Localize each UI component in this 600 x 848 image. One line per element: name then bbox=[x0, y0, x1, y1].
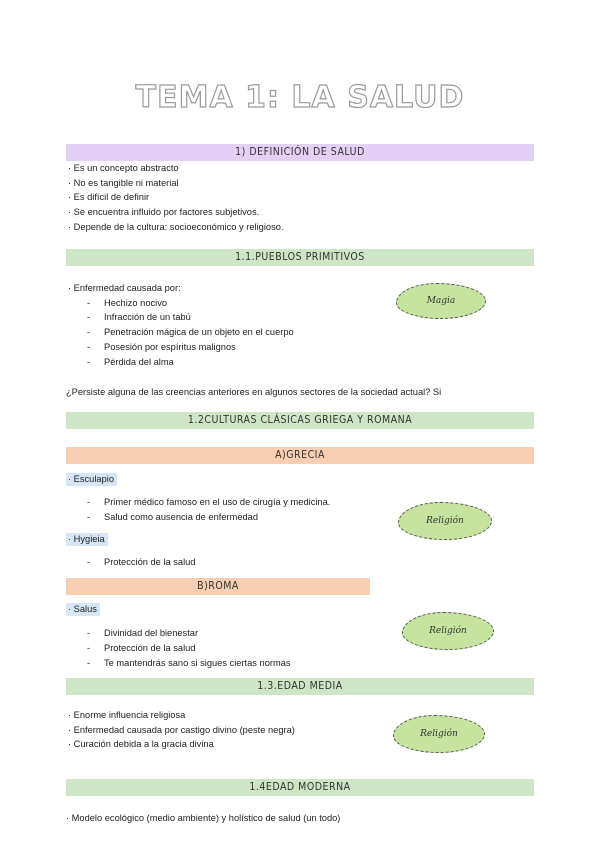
list-item: Pérdida del alma bbox=[104, 357, 174, 367]
list-item: · No es tangible ni material bbox=[68, 178, 179, 188]
highlight-salus: · Salus bbox=[66, 603, 100, 616]
list-item: · Curación debida a la gracia divina bbox=[68, 739, 214, 749]
list-item: Primer médico famoso en el uso de cirugía y medicina. bbox=[104, 497, 331, 507]
dash-bullet: - bbox=[87, 643, 91, 653]
list-item: Penetración mágica de un objeto en el cuerpo bbox=[104, 327, 294, 337]
tag-religion-grecia: Religión bbox=[398, 502, 492, 540]
list-item: · Depende de la cultura: socioeconómico y religioso. bbox=[68, 222, 284, 232]
dash-bullet: - bbox=[87, 327, 91, 337]
tag-religion-media: Religión bbox=[393, 715, 485, 753]
section-header-pueblos-primitivos: 1.1.PUEBLOS PRIMITIVOS bbox=[66, 249, 534, 266]
dash-bullet: - bbox=[87, 357, 91, 367]
dash-bullet: - bbox=[87, 512, 91, 522]
list-intro: · Enfermedad causada por: bbox=[68, 283, 181, 293]
list-item: Divinidad del bienestar bbox=[104, 628, 199, 638]
dash-bullet: - bbox=[87, 312, 91, 322]
page-title: TEMA 1: LA SALUD bbox=[135, 80, 465, 115]
dash-bullet: - bbox=[87, 342, 91, 352]
dash-bullet: - bbox=[87, 497, 91, 507]
dash-bullet: - bbox=[87, 298, 91, 308]
list-item: Protección de la salud bbox=[104, 557, 196, 567]
list-item: · Es un concepto abstracto bbox=[68, 163, 179, 173]
highlight-hygieia: · Hygieia bbox=[66, 533, 108, 546]
dash-bullet: - bbox=[87, 658, 91, 668]
list-item: Hechizo nocivo bbox=[104, 298, 168, 308]
list-item: Te mantendrás sano si sigues ciertas normas bbox=[104, 658, 291, 668]
question-text: ¿Persiste alguna de las creencias anteriores en algunos sectores de la sociedad actual? Si bbox=[66, 387, 442, 397]
section-header-definicion: 1) DEFINICIÓN DE SALUD bbox=[66, 144, 534, 161]
tag-religion-roma: Religión bbox=[402, 612, 494, 650]
list-item: · Modelo ecológico (medio ambiente) y holístico de salud (un todo) bbox=[66, 813, 341, 823]
dash-bullet: - bbox=[87, 628, 91, 638]
tag-magia: Magia bbox=[396, 283, 486, 319]
highlight-esculapio: · Esculapio bbox=[66, 473, 117, 486]
section-header-roma: B)ROMA bbox=[66, 578, 370, 595]
section-header-edad-moderna: 1.4EDAD MODERNA bbox=[66, 779, 534, 796]
list-item: Posesión por espíritus malignos bbox=[104, 342, 236, 352]
list-item: · Enorme influencia religiosa bbox=[68, 710, 186, 720]
list-item: Infracción de un tabú bbox=[104, 312, 191, 322]
section-header-grecia: A)GRECIA bbox=[66, 447, 534, 464]
dash-bullet: - bbox=[87, 557, 91, 567]
list-item: Salud como ausencia de enfermedad bbox=[104, 512, 259, 522]
section-header-edad-media: 1.3.EDAD MEDIA bbox=[66, 678, 534, 695]
list-item: · Es difícil de definir bbox=[68, 192, 150, 202]
list-item: · Se encuentra influido por factores subjetivos. bbox=[68, 207, 260, 217]
list-item: · Enfermedad causada por castigo divino (peste negra) bbox=[68, 725, 295, 735]
list-item: Protección de la salud bbox=[104, 643, 196, 653]
section-header-culturas-clasicas: 1.2CULTURAS CLÁSICAS GRIEGA Y ROMANA bbox=[66, 412, 534, 429]
